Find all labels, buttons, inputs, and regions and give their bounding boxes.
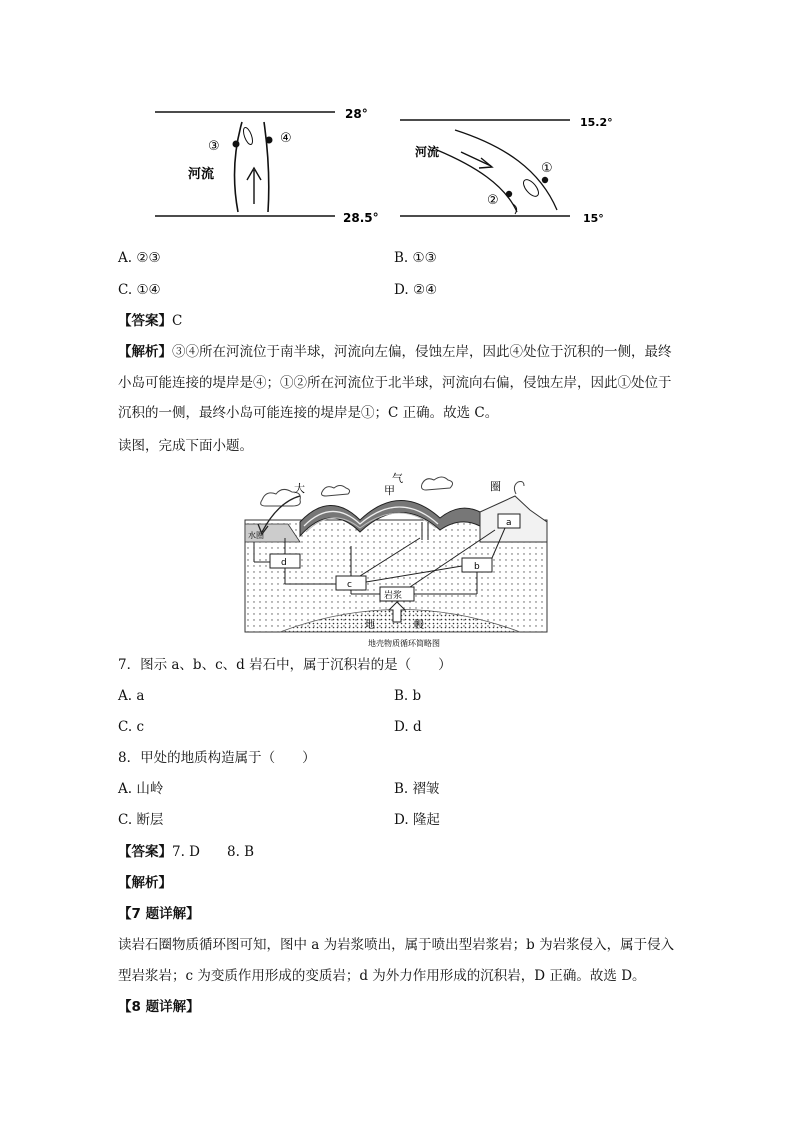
- atmosphere-char-1: 大: [294, 482, 305, 495]
- mark-3: ③: [208, 139, 220, 154]
- q6-analysis: 【解析】③④所在河流位于南半球，河流向左偏，侵蚀左岸，因此④处位于沉积的一侧，最终小岛可能连接的堤岸是④；①②所在河流位于北半球，河流向右偏，侵蚀左岸，因此①处位于沉积的一侧，最终小岛可能连接的堤岸是①；C 正确。故选 C。: [118, 344, 672, 421]
- lat-top-label: 15.2°: [580, 116, 613, 129]
- river-label: 河流: [415, 145, 440, 159]
- mark-2: ②: [487, 193, 499, 208]
- q7-option-a: A. a: [118, 688, 145, 704]
- hydrosphere-label: 水圈: [248, 531, 264, 540]
- mark-1: ①: [541, 161, 553, 176]
- intro-text: 读图，完成下面小题。: [118, 438, 253, 454]
- q7-option-c: C. c: [118, 719, 144, 735]
- q7-stem: 7．图示 a、b、c、d 岩石中，属于沉积岩的是（ ）: [118, 657, 452, 673]
- mantle-char-2: 幔: [414, 620, 424, 631]
- q7-option-b: B. b: [394, 688, 422, 704]
- q8-detail-heading: 【8 题详解】: [118, 999, 200, 1015]
- analysis-heading: 【解析】: [118, 875, 172, 891]
- answers-line: 【答案】7. D 8. B: [118, 844, 255, 860]
- q6-option-d: D. ②④: [394, 282, 438, 298]
- box-a: a: [506, 518, 512, 528]
- q6-answer: 【答案】C: [118, 313, 183, 329]
- q8-stem: 8．甲处的地质构造属于（ ）: [118, 750, 316, 766]
- q8-option-d: D. 隆起: [394, 812, 440, 828]
- atmosphere-char-3: 圈: [490, 480, 501, 493]
- q8-option-c: C. 断层: [118, 812, 164, 828]
- q7-detail-heading: 【7 题详解】: [118, 906, 200, 922]
- q6-option-c: C. ①④: [118, 282, 161, 298]
- diagram-caption: 地壳物质循环简略图: [368, 639, 440, 648]
- lat-bottom-label: 28.5°: [343, 211, 379, 225]
- river-label: 河流: [188, 167, 215, 182]
- river-figure-right: [395, 100, 665, 225]
- q7-detail-text: 读岩石圈物质循环图可知，图中 a 为岩浆喷出，属于喷出型岩浆岩；b 为岩浆侵入，属于侵入型岩浆岩；c 为变质作用形成的变质岩；d 为外力作用形成的沉积岩，D 正确。故选 D。: [118, 937, 675, 984]
- magma-box: 岩浆: [384, 591, 403, 601]
- jia-label: 甲: [384, 484, 395, 497]
- q6-option-a: A. ②③: [118, 250, 161, 266]
- q7-option-d: D. d: [394, 719, 422, 735]
- river-figure-left: [150, 100, 390, 225]
- box-c: c: [347, 580, 352, 590]
- q6-option-b: B. ①③: [394, 250, 437, 266]
- mantle-char-1: 地: [365, 620, 375, 631]
- rock-cycle-diagram: [240, 462, 555, 652]
- lat-bottom-label: 15°: [583, 212, 604, 225]
- atmosphere-char-2: 气: [392, 472, 403, 485]
- box-b: b: [474, 562, 480, 572]
- lat-top-label: 28°: [345, 107, 368, 121]
- box-d: d: [281, 558, 287, 568]
- mark-4: ④: [280, 131, 292, 146]
- q8-option-a: A. 山岭: [118, 781, 164, 797]
- q8-option-b: B. 褶皱: [394, 781, 440, 797]
